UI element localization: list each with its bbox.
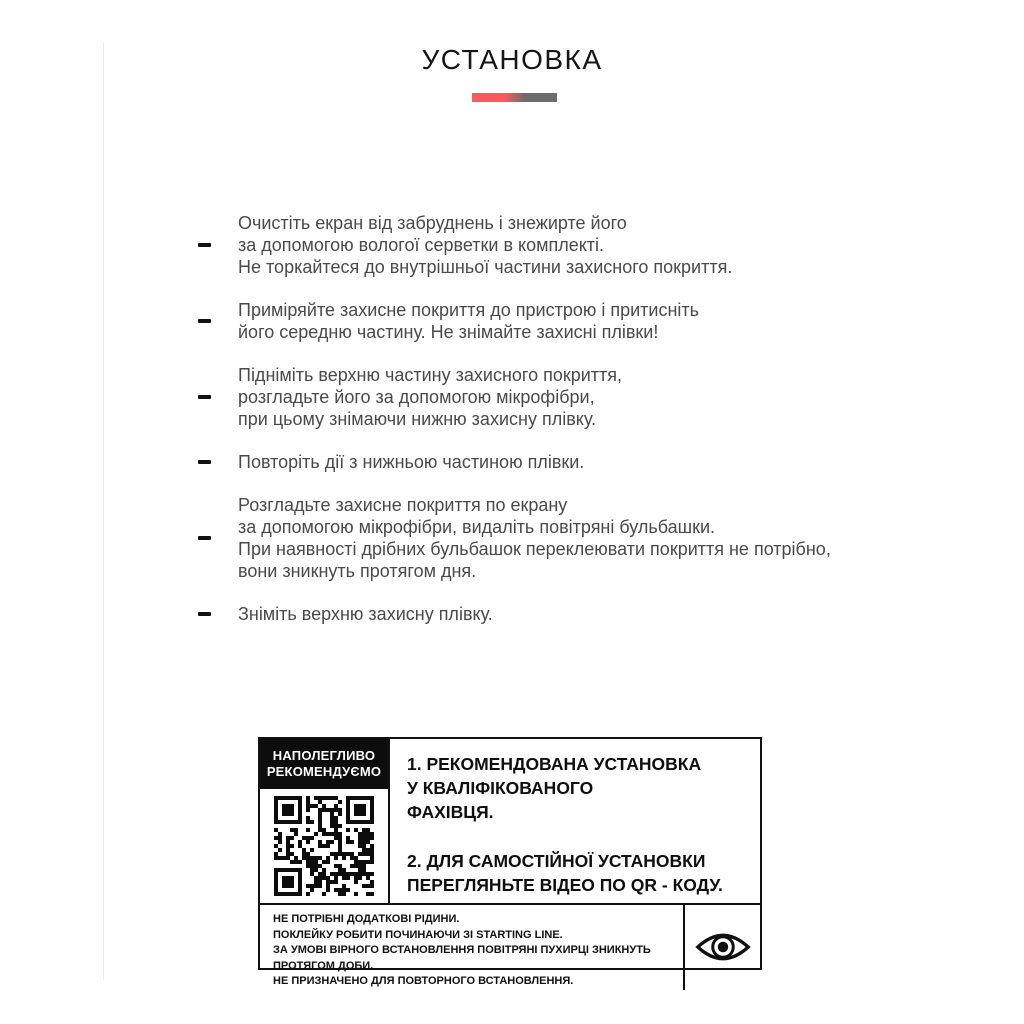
left-divider-line [103,42,104,980]
recommendation-box-bottom [260,905,760,990]
eye-icon [683,905,760,990]
text-line: Не торкайтеся до внутрішньої частини захисного покриття. [238,257,733,277]
list-item-text [238,494,831,582]
recommendation-box-top [260,739,760,905]
list-item-text [238,299,699,343]
dash-bullet-icon [198,395,211,399]
text-line: за допомогою мікрофібри, видаліть повітряні бульбашки. [238,517,716,537]
text-line: його середню частину. Не знімайте захисні плівки! [238,322,659,342]
text-line: Повторіть дії з нижньою частиною плівки. [238,452,585,472]
recommendation-box [258,737,762,987]
instruction-list [198,212,938,646]
text-line: Зніміть верхню захисну плівку. [238,604,493,624]
list-item [198,212,938,278]
footnote-line: НЕ ПОТРІБНІ ДОДАТКОВІ РІДИНИ. [273,913,460,925]
text-line: Підніміть верхню частину захисного покриття, [238,365,623,385]
list-item-text [238,451,584,473]
text-line: При наявності дрібних бульбашок переклеювати покриття не потрібно, [238,539,831,559]
list-item [198,364,938,430]
text-line: при цьому знімаючи нижню захисну плівку. [238,409,597,429]
footnote-line: НЕ ПРИЗНАЧЕНО ДЛЯ ПОВТОРНОГО ВСТАНОВЛЕННЯ. [273,975,574,987]
list-item [198,451,938,473]
recommendation-point [407,849,752,897]
recommendation-points [390,739,760,903]
footnote-line: ЗА УМОВІ ВІРНОГО ВСТАНОВЛЕННЯ ПОВІТРЯНІ ПУХИРЦІ ЗНИКНУТЬ ПРОТЯГОМ ДОБИ. [273,944,651,972]
strongly-recommended-header [260,739,388,789]
list-item-text [238,212,732,278]
text-line: ПЕРЕГЛЯНЬТЕ ВІДЕО ПО QR - КОДУ. [407,875,723,895]
list-item [198,494,938,582]
page-title: УСТАНОВКА [421,44,603,75]
dash-bullet-icon [198,460,211,464]
text-line: 1. РЕКОМЕНДОВАНА УСТАНОВКА [407,754,702,774]
qr-panel [260,739,390,903]
qr-code [260,789,388,903]
recommendation-point [407,752,752,824]
list-item [198,299,938,343]
text-line: 2. ДЛЯ САМОСТІЙНОЇ УСТАНОВКИ [407,851,706,871]
header-line: РЕКОМЕНДУЄМО [266,764,382,779]
text-line: Очистіть екран від забруднень і знежирте його [238,213,627,233]
list-item-text [238,364,622,430]
header-line: НАПОЛЕГЛИВО [272,748,376,763]
dash-bullet-icon [198,243,211,247]
dash-bullet-icon [198,536,211,540]
list-item-text [238,603,493,625]
footnote-list [260,905,683,990]
text-line: за допомогою вологої серветки в комплекті. [238,235,605,255]
text-line: Розгладьте захисне покриття по екрану [238,495,568,515]
footnote-line: ПОКЛЕЙКУ РОБИТИ ПОЧИНАЮЧИ ЗІ STARTING LINE. [273,928,563,941]
text-line: вони зникнуть протягом дня. [238,561,477,581]
dash-bullet-icon [198,319,211,323]
list-item [198,603,938,625]
text-line: Приміряйте захисне покриття до пристрою і притисніть [238,300,700,320]
text-line: У КВАЛІФІКОВАНОГО [407,778,594,798]
title-accent-bar [472,93,557,102]
text-line: ФАХІВЦЯ. [407,802,494,822]
dash-bullet-icon [198,612,211,616]
text-line: розгладьте його за допомогою мікрофібри, [238,387,595,407]
